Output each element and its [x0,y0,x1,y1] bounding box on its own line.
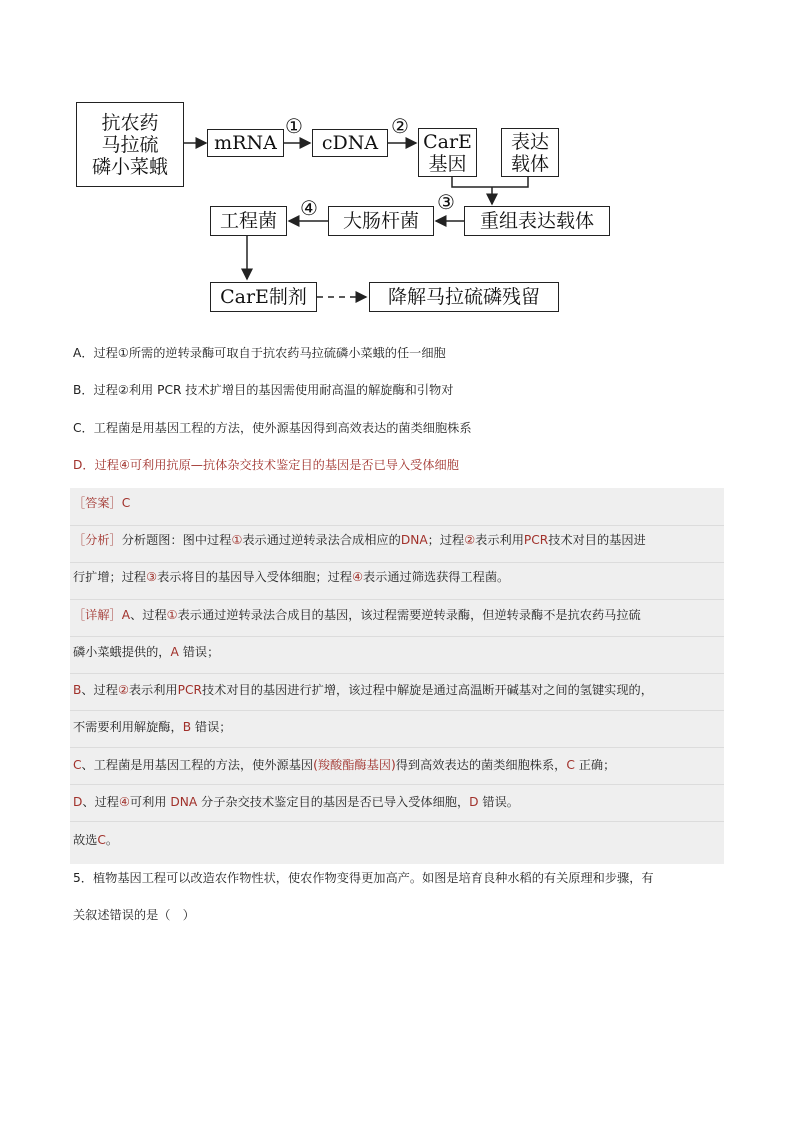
vector-line-2: 载体 [510,152,549,175]
ecoli-box: 大肠杆菌 [328,206,434,236]
care-gene-line-2: 基因 [428,152,467,175]
option-b: B．过程②利用 PCR 技术扩增目的基因需使用耐高温的解旋酶和引物对 [73,383,454,397]
care-gene-line-1: CarE [423,130,472,153]
detail-c-line: C、工程菌是用基因工程的方法，使外源基因(羧酸酯酶基因)得到高效表达的菌类细胞株系，C 正确； [73,758,616,772]
option-c: C．工程菌是用基因工程的方法，使外源基因得到高效表达的菌类细胞株系 [73,421,472,435]
recombinant-vector-box: 重组表达载体 [464,206,610,236]
source-line-3: 磷小菜蛾 [91,155,168,178]
detail-line-1: ［详解］A、过程①表示通过逆转录法合成目的基因，该过程需要逆转录酶，但逆转录酶不是抗农药马拉硫 [73,608,641,622]
source-line-2: 马拉硫 [101,133,159,156]
detail-b-line-1: B、过程②表示利用PCR技术对目的基因进行扩增，该过程中解旋是通过高温断开碱基对之间的氢键实现的， [73,683,653,697]
answer-label: ［答案］C [73,496,131,510]
engineered-bacteria-box: 工程菌 [210,206,287,236]
option-a: A．过程①所需的逆转录酶可取自于抗农药马拉硫磷小菜蛾的任一细胞 [73,346,446,360]
care-gene-box [418,128,477,177]
source-line-1: 抗农药 [101,111,159,134]
step-2-marker: ② [391,114,409,138]
mrna-box: mRNA [207,129,284,157]
analysis-line-1: ［分析］分析题图：图中过程①表示通过逆转录法合成相应的DNA；过程②表示利用PCR技术对目的基因进 [73,533,646,547]
connector-gene-vector [452,177,528,187]
detail-line-2: 磷小菜蛾提供的，A 错误； [73,645,220,659]
step-3-marker: ③ [437,190,455,214]
conclusion-line: 故选C。 [73,833,119,847]
cdna-box: cDNA [312,129,388,157]
analysis-line-2: 行扩增；过程③表示将目的基因导入受体细胞；过程④表示通过筛选获得工程菌。 [73,570,510,584]
question-5-line-1: 5．植物基因工程可以改造农作物性状，使农作物变得更加高产。如图是培育良种水稻的有关原理和步骤，有 [73,871,654,885]
detail-b-line-2: 不需要利用解旋酶，B 错误； [73,720,232,734]
expression-vector-box [501,128,559,177]
vector-line-1: 表达 [510,130,549,153]
source-organism-box [76,102,184,187]
step-1-marker: ① [285,114,303,138]
step-4-marker: ④ [300,196,318,220]
option-d: D．过程④可利用抗原—抗体杂交技术鉴定目的基因是否已导入受体细胞 [73,458,459,472]
degrade-residue-box: 降解马拉硫磷残留 [369,282,559,312]
detail-d-line: D、过程④可利用 DNA 分子杂交技术鉴定目的基因是否已导入受体细胞，D 错误。 [73,795,519,809]
question-5-line-2: 关叙述错误的是（ ） [73,908,195,922]
care-preparation-box: CarE制剂 [210,282,317,312]
